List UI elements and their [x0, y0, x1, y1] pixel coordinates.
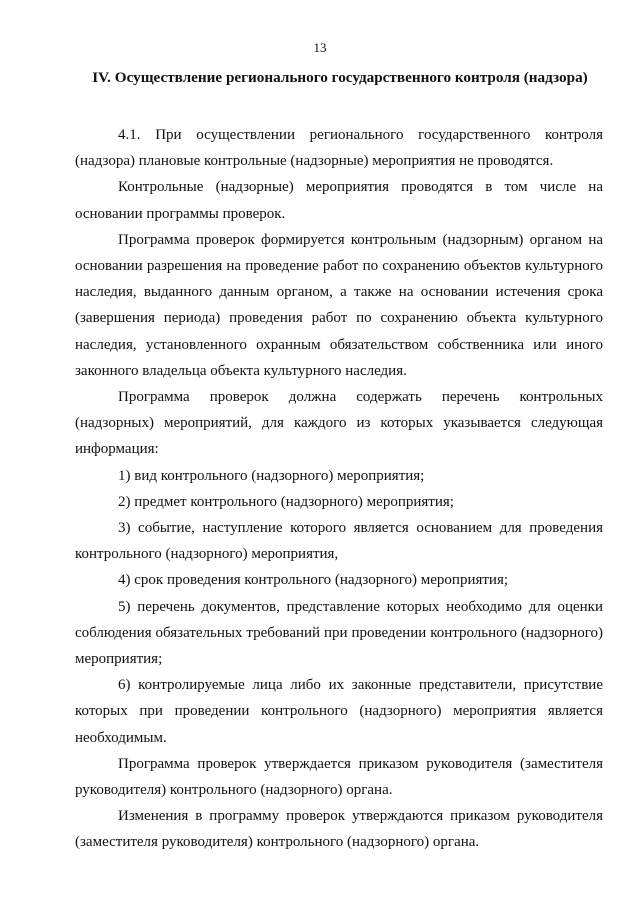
list-item: 1) вид контрольного (надзорного) мероприятия; [118, 467, 425, 484]
list-item: 4) срок проведения контрольного (надзорного) мероприятия; [118, 572, 509, 589]
list-item: 2) предмет контрольного (надзорного) мероприятия; [118, 493, 454, 510]
section-heading: IV. Осуществление регионального государственного контроля (надзора) [92, 69, 588, 86]
paragraph: Программа проверок должна содержать перечень контрольных (надзорных) мероприятий, для каждого из которых указывается следующая информация: [75, 389, 603, 458]
list-item: 6) контролируемые лица либо их законные представители, присутствие которых при проведении контрольного (надзорного) мероприятия является необходимым. [75, 677, 603, 746]
paragraph: Контрольные (надзорные) мероприятия проводятся в том числе на основании программы проверок. [75, 179, 603, 222]
page-number: 13 [313, 40, 327, 55]
paragraph: 4.1. При осуществлении регионального государственного контроля (надзора) плановые контрольные (надзорные) мероприятия не проводятся. [75, 127, 603, 170]
paragraph: Изменения в программу проверок утверждаются приказом руководителя (заместителя руководителя) контрольного (надзорного) органа. [75, 808, 603, 851]
body-text [75, 122, 603, 856]
paragraph: Программа проверок формируется контрольным (надзорным) органом на основании разрешения на проведение работ по сохранению объектов культурного наследия, выданного данным органом, а также на основании истечения срока (завершения периода) проведения работ по сохранению объекта культурного наследия, установленного охранным обязательством собственника или иного законного владельца объекта культурного наследия. [75, 231, 603, 379]
list-item: 3) событие, наступление которого является основанием для проведения контрольного (надзорного) мероприятия, [75, 520, 603, 563]
list-item: 5) перечень документов, представление которых необходимо для оценки соблюдения обязательных требований при проведении контрольного (надзорного) мероприятия; [75, 598, 603, 668]
paragraph: Программа проверок утверждается приказом руководителя (заместителя руководителя) контрольного (надзорного) органа. [75, 755, 603, 799]
